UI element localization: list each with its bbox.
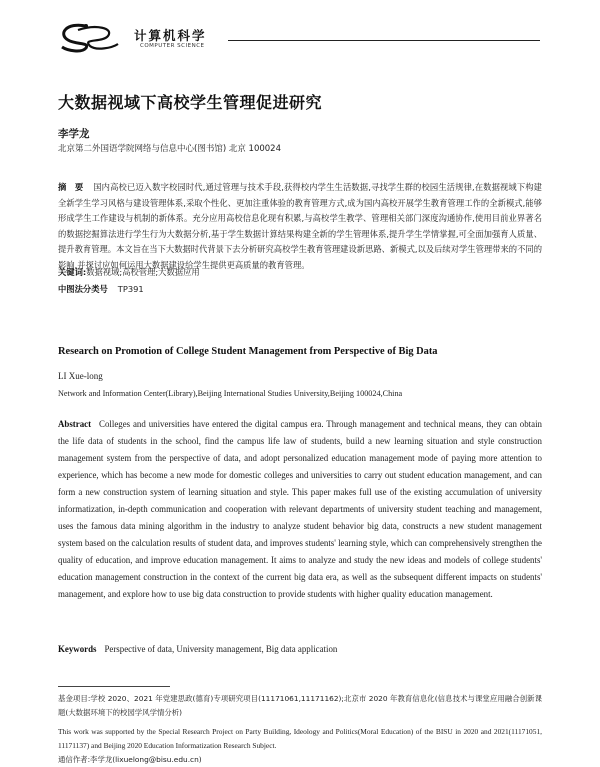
keywords-text-en: Perspective of data, University management, Big data application bbox=[104, 644, 338, 654]
keywords-cn bbox=[58, 266, 200, 278]
abstract-text-en: Colleges and universities have entered the digital campus era. Through management and technical means, they can obtain the life data of students in the school, find the campus life law of students, build a new learning situation and style construction management system from the perspective of data, and adopt personalized education management mode of paying more attention to experience, which has become a new mode for domestic colleges and universities to carry out student education management, and can form a new construction system of learning situation and style. This paper makes full use of the existing accumulation of university informatization, in-depth communication and cooperation with relevant departments of university student teaching and management, uses the famous data mining algorithm in the industry to analyze student behavior big data, constructs a new student management system based on the calculation results of student data, and improves students' learning style, which can comprehensively strengthen the quality of education, and improve education management. It aims to analyze and study the new ideas and models of college students' education management construction in the context of the current big data era, as well as the subsequent different impacts on students' management, and explore how to use big data construction to provide students with higher quality education management. bbox=[58, 419, 542, 599]
keywords-label-cn: 关键词: bbox=[58, 267, 87, 277]
author-name-en: LI Xue-long bbox=[58, 371, 103, 381]
funding-note-cn: 基金项目:学校 2020、2021 年党建思政(德育)专项研究项目(11171061,11171162);北京市 2020 年教育信息化(信息技术与课堂应用融合创新课题(大数据环境下的校园学风学情分析) bbox=[58, 694, 542, 717]
abstract-label-en: Abstract bbox=[58, 419, 92, 429]
article-title-cn: 大数据视域下高校学生管理促进研究 bbox=[58, 93, 323, 112]
header-rule bbox=[228, 40, 540, 41]
author-affiliation-cn: 北京第二外国语学院网络与信息中心(图书馆) 北京 100024 bbox=[58, 144, 281, 154]
keywords-en bbox=[58, 644, 337, 654]
clc-value: TP391 bbox=[117, 284, 144, 294]
author-affiliation-en: Network and Information Center(Library),Beijing International Studies University,Beijing 100024,China bbox=[58, 389, 403, 398]
clc-number bbox=[58, 283, 144, 295]
abstract-text-cn: 国内高校已迈入数字校园时代,通过管理与技术手段,获得校内学生生活数据,寻找学生群的校园生活规律,在数据视域下构建全新学生学习风格与建设管理体系,采取个性化、更加注重体验的教育管理方式,成为国内高校开展学生教育管理工作的全新模式,能够形成学生工作建设与机制的新体系。充分应用高校信息化现有积累,与高校学生教学、管理相关部门深度沟通协作,使用目前业界著名的数据挖掘算法进行学生行为大数据分析,基于学生数据计算结果构建全新的学生管理体系,提升学生学情掌握,可全面加强育人质量、提升教育管理。本文旨在当下大数据时代背景下去分析研究高校学生教育管理建设新思路、新模式,以及后续对学生管理带来的不同的影响,并探讨应如何运用大数据建设给学生提供更高质量的教育管理。 bbox=[58, 182, 542, 270]
keywords-label-en: Keywords bbox=[58, 644, 97, 654]
journal-name-en: COMPUTER SCIENCE bbox=[140, 43, 205, 49]
author-name-cn: 李学龙 bbox=[58, 128, 90, 140]
journal-header bbox=[56, 18, 540, 56]
clc-label: 中图法分类号 bbox=[58, 284, 108, 294]
keywords-text-cn: 数据视域;高校管理;大数据应用 bbox=[86, 267, 200, 277]
footnote-rule bbox=[58, 686, 170, 687]
corresponding-author: 通信作者:李学龙(lixuelong@bisu.edu.cn) bbox=[58, 755, 202, 764]
abstract-cn bbox=[58, 180, 542, 274]
abstract-label-cn: 摘 要 bbox=[58, 182, 84, 192]
abstract-en bbox=[58, 416, 542, 603]
funding-note-en: This work was supported by the Special Research Project on Party Building, Ideology and Politics(Moral Education) of the BISU in 2020 and 2021(11171051, 11171137) and Beijing 2020 Education Informatization Research Subject. bbox=[58, 727, 542, 750]
journal-logo-icon bbox=[56, 20, 126, 54]
journal-name-cn: 计算机科学 bbox=[134, 28, 207, 43]
article-title-en: Research on Promotion of College Student Management from Perspective of Big Data bbox=[58, 346, 438, 357]
